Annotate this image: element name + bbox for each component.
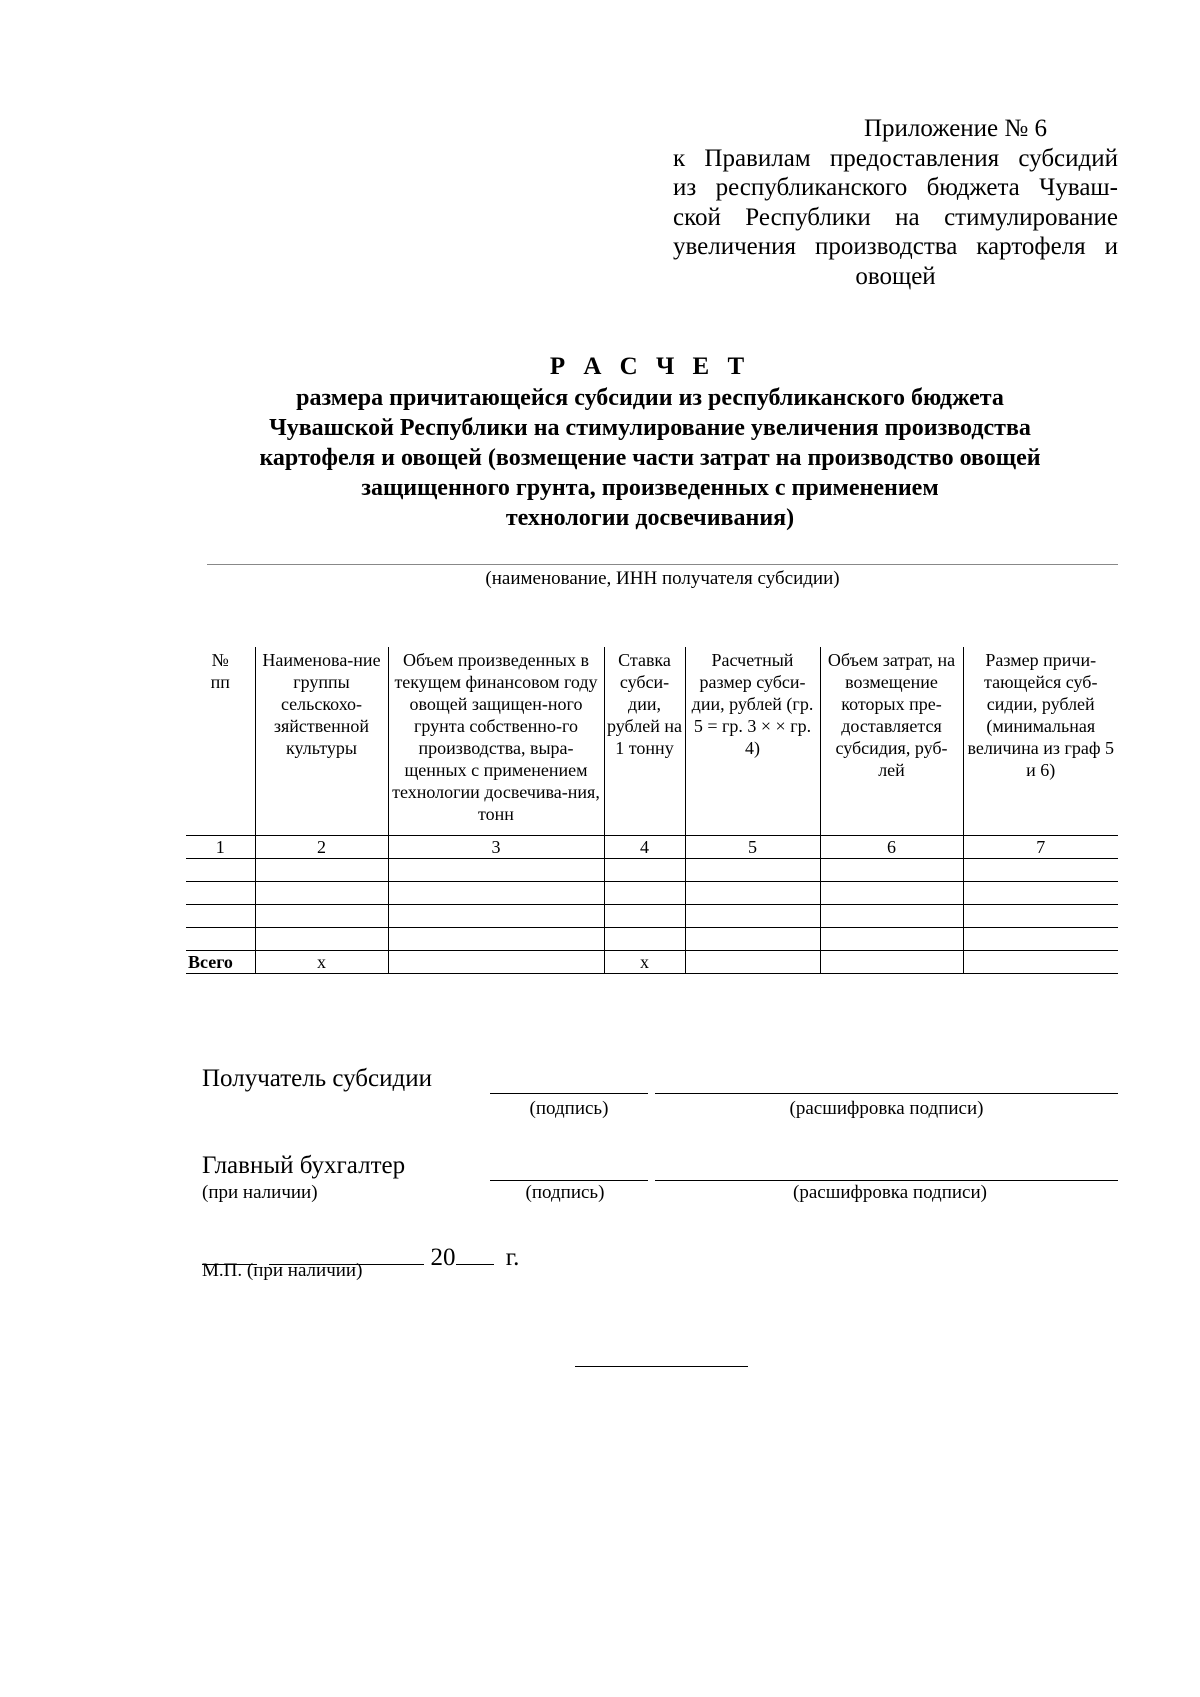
table-cell xyxy=(388,859,604,882)
table-cell xyxy=(963,882,1118,905)
table-cell xyxy=(685,951,820,974)
stamp-note: М.П. (при наличии) xyxy=(202,1260,363,1281)
appendix-block xyxy=(673,114,1118,291)
table-cell xyxy=(255,928,388,951)
table-cell: 5 xyxy=(685,836,820,859)
table-cell xyxy=(963,905,1118,928)
table-header-cell: Ставка субси-дии, рублей на 1 тонну xyxy=(604,647,685,836)
table-cell: 6 xyxy=(820,836,963,859)
table-cell: 3 xyxy=(388,836,604,859)
decode-caption: (расшифровка подписи) xyxy=(793,1182,987,1203)
table-cell xyxy=(186,928,255,951)
table-cell xyxy=(255,905,388,928)
table-cell xyxy=(255,859,388,882)
appendix-line: к Правилам предоставления субсидий xyxy=(673,144,1118,172)
document-title xyxy=(190,352,1110,533)
table-cell xyxy=(685,859,820,882)
table-cell: 1 xyxy=(186,836,255,859)
table-header-row xyxy=(186,647,1118,836)
table-cell xyxy=(604,859,685,882)
table-cell: 7 xyxy=(963,836,1118,859)
table-header-cell: Наименова-ние группы сельскохо-зяйственной культуры xyxy=(255,647,388,836)
decode-line xyxy=(655,1180,1118,1181)
table-cell xyxy=(963,951,1118,974)
table-cell xyxy=(186,905,255,928)
calculation-table xyxy=(186,647,1118,974)
appendix-line: овощей xyxy=(855,262,936,290)
signature-caption: (подпись) xyxy=(529,1098,609,1119)
table-cell xyxy=(820,905,963,928)
table-cell xyxy=(820,951,963,974)
table-cell: Всего xyxy=(186,951,255,974)
table-cell xyxy=(255,882,388,905)
recipient-name-line xyxy=(207,564,1118,565)
title-line: картофеля и овощей (возмещение части затрат на производство овощей xyxy=(259,445,1041,471)
table-cell xyxy=(963,928,1118,951)
table-cell xyxy=(388,905,604,928)
table-cell xyxy=(685,882,820,905)
table-row xyxy=(186,859,1118,882)
title-line: технологии досвечивания) xyxy=(505,505,795,531)
table-cell xyxy=(820,859,963,882)
decode-line xyxy=(655,1093,1118,1094)
title-main: Р А С Ч Е Т xyxy=(549,353,751,380)
title-line: защищенного грунта, произведенных с применением xyxy=(361,475,939,501)
appendix-line: из республиканского бюджета Чуваш- xyxy=(673,174,1118,201)
table-cell xyxy=(685,905,820,928)
accountant-note: (при наличии) xyxy=(202,1182,318,1203)
table-cell xyxy=(388,928,604,951)
appendix-title: Приложение № 6 xyxy=(863,115,1048,142)
table-cell xyxy=(820,882,963,905)
table-cell xyxy=(604,905,685,928)
year-blank xyxy=(456,1242,494,1265)
year-prefix: 20 xyxy=(430,1244,456,1271)
table-header-cell: Расчетный размер субси-дии, рублей (гр. 5 = гр. 3 × × гр. 4) xyxy=(685,647,820,836)
table-cell xyxy=(604,928,685,951)
table-cell xyxy=(186,882,255,905)
table-cell: х xyxy=(255,951,388,974)
appendix-line: ской Республики на стимулирование xyxy=(673,203,1118,231)
table-cell xyxy=(604,882,685,905)
table-header-cell: Объем затрат, на возмещение которых пре-доставляется субсидия, руб-лей xyxy=(820,647,963,836)
table-header-cell: Размер причи-тающейся суб-сидии, рублей (минимальная величина из граф 5 и 6) xyxy=(963,647,1118,836)
table-header-cell: № пп xyxy=(186,647,255,836)
title-line: размера причитающейся субсидии из республиканского бюджета xyxy=(296,385,1004,411)
signature-caption: (подпись) xyxy=(525,1182,605,1203)
table-cell: 2 xyxy=(255,836,388,859)
table-cell xyxy=(820,928,963,951)
table-header-cell: Объем произведенных в текущем финансовом году овощей защищен-ного грунта собственно-го производства, выра-щенных с применением технологии досвечива-ния, тонн xyxy=(388,647,604,836)
table-cell xyxy=(963,859,1118,882)
appendix-line: увеличения производства картофеля и xyxy=(673,233,1118,260)
table-row xyxy=(186,905,1118,928)
signature-line xyxy=(490,1093,648,1094)
title-line: Чувашской Республики на стимулирование увеличения производства xyxy=(269,415,1031,441)
table-row xyxy=(186,882,1118,905)
table-cell: 4 xyxy=(604,836,685,859)
table-row xyxy=(186,928,1118,951)
signature-line xyxy=(490,1180,648,1181)
decode-caption: (расшифровка подписи) xyxy=(789,1098,984,1119)
year-suffix: г. xyxy=(505,1244,520,1271)
table-cell xyxy=(685,928,820,951)
table-cell xyxy=(388,951,604,974)
table-row xyxy=(186,836,1118,859)
table-total-row xyxy=(186,951,1118,974)
table-cell xyxy=(388,882,604,905)
recipient-caption: (наименование, ИНН получателя субсидии) xyxy=(485,568,840,589)
accountant-label: Главный бухгалтер xyxy=(202,1152,406,1179)
recipient-label: Получатель субсидии xyxy=(202,1065,432,1092)
table-cell: х xyxy=(604,951,685,974)
end-rule xyxy=(575,1366,748,1367)
table-cell xyxy=(186,859,255,882)
